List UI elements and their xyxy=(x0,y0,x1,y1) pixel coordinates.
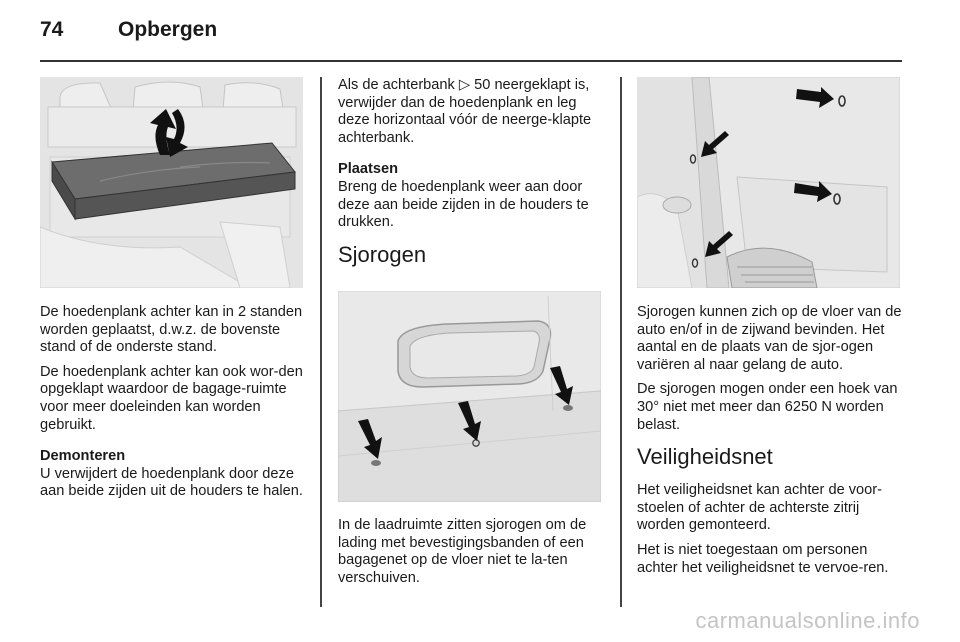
page-number: 74 xyxy=(40,18,64,41)
paragraph: De hoedenplank achter kan ook wor-den opgeklapt waardoor de bagage-ruimte voor meer doeleinden kan worden gebruikt. xyxy=(40,363,303,433)
column-2-lower-text xyxy=(338,517,606,594)
paragraph: Het is niet toegestaan om personen achter het veiligheidsnet te vervoe-ren. xyxy=(637,541,889,576)
page-title: Opbergen xyxy=(118,18,218,41)
paragraph: In de laadruimte zitten sjorogen om de lading met bevestigingsbanden of een bagagenet op de vloer niet te la-ten verschuiven. xyxy=(338,517,587,586)
column-2-text xyxy=(338,77,606,280)
parcel-shelf-illustration xyxy=(40,77,303,288)
column-1-text xyxy=(40,304,308,508)
floor-eyes-illustration xyxy=(338,291,601,502)
paragraph: U verwijdert de hoedenplank door deze aan beide zijden uit de houders te halen. xyxy=(40,465,303,500)
paragraph: De hoedenplank achter kan in 2 standen worden geplaatst, d.w.z. de bovenste stand of de onderste stand. xyxy=(40,304,303,356)
section-heading-veiligheidsnet: Veiligheidsnet xyxy=(637,444,773,470)
section-heading-sjorogen: Sjorogen xyxy=(338,241,427,267)
subheading-demonteren: Demonteren xyxy=(40,448,126,465)
header-rule xyxy=(40,60,902,62)
watermark: carmanualsonline.info xyxy=(695,608,920,633)
paragraph: Het veiligheidsnet kan achter de voor-stoelen of achter de achterste zitrij worden gemonteerd. xyxy=(637,482,882,534)
paragraph: De sjorogen mogen onder een hoek van 30° niet met meer dan 6250 N worden belast. xyxy=(637,381,898,433)
page-header xyxy=(40,18,217,48)
column-3-text xyxy=(637,304,905,584)
paragraph: Breng de hoedenplank weer aan door deze aan beide zijden in de houders te drukken. xyxy=(338,178,589,231)
column-divider-1 xyxy=(320,77,322,607)
paragraph: Als de achterbank ▷ 50 neergeklapt is, verwijder dan de hoedenplank en leg deze horizontaal vóór de neerge-klapte achterbank. xyxy=(338,77,592,146)
wall-eyes-drawing xyxy=(637,77,900,288)
floor-eyes-drawing xyxy=(338,291,601,502)
wall-eyes-illustration xyxy=(637,77,900,288)
subheading-plaatsen: Plaatsen xyxy=(338,161,399,178)
parcel-shelf-drawing xyxy=(40,77,303,288)
paragraph: Sjorogen kunnen zich op de vloer van de auto en/of in de zijwand bevinden. Het aantal en de plaats van de sjor-ogen variëren al naar gelang de auto. xyxy=(637,304,902,373)
column-divider-2 xyxy=(620,77,622,607)
